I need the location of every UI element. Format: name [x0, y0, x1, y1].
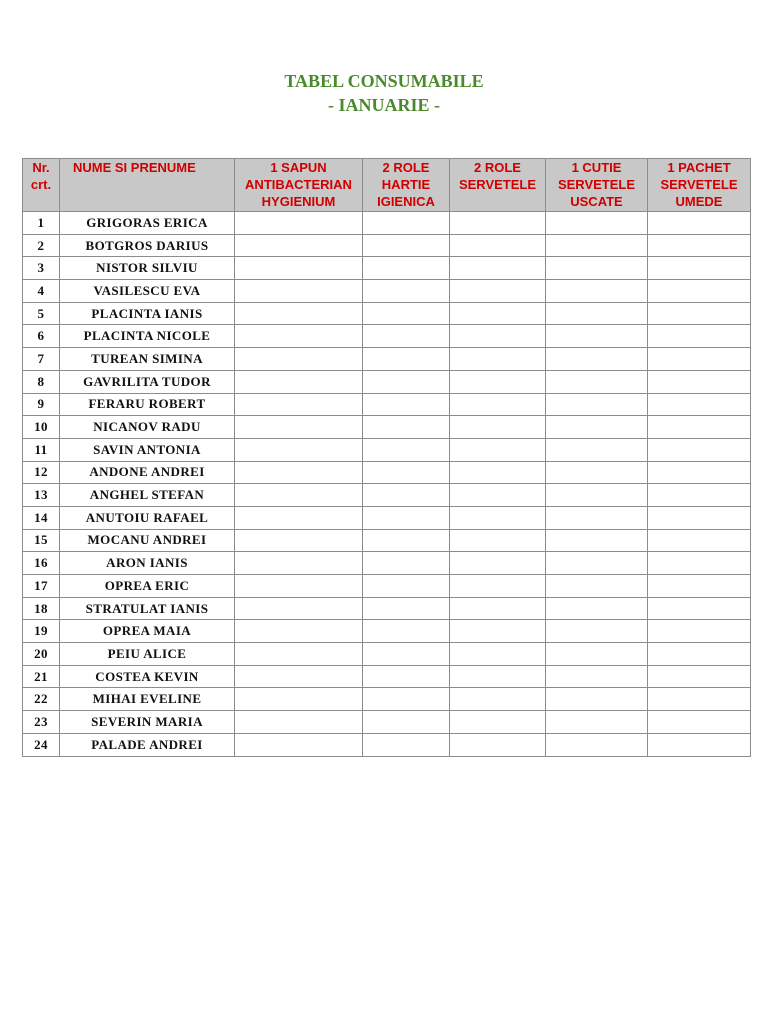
empty-cell[interactable] [363, 325, 450, 348]
row-name: OPREA MAIA [60, 620, 235, 643]
empty-cell[interactable] [235, 212, 363, 235]
table-row [23, 665, 751, 688]
table-row [23, 575, 751, 598]
empty-cell[interactable] [648, 597, 751, 620]
row-number: 1 [23, 212, 60, 235]
row-name: MIHAI EVELINE [60, 688, 235, 711]
empty-cell[interactable] [546, 575, 648, 598]
row-name: GRIGORAS ERICA [60, 212, 235, 235]
table-header-row [23, 159, 751, 212]
header-name: NUME SI PRENUME [60, 159, 235, 212]
empty-cell[interactable] [648, 461, 751, 484]
row-name: PALADE ANDREI [60, 733, 235, 756]
row-name: COSTEA KEVIN [60, 665, 235, 688]
page-title: TABEL CONSUMABILE [284, 71, 484, 91]
page-subtitle: - IANUARIE - [328, 95, 440, 115]
row-name: BOTGROS DARIUS [60, 234, 235, 257]
empty-cell[interactable] [235, 257, 363, 280]
empty-cell[interactable] [648, 506, 751, 529]
table-row [23, 597, 751, 620]
empty-cell[interactable] [450, 665, 546, 688]
row-number: 15 [23, 529, 60, 552]
empty-cell[interactable] [648, 529, 751, 552]
empty-cell[interactable] [648, 212, 751, 235]
empty-cell[interactable] [450, 393, 546, 416]
row-name: OPREA ERIC [60, 575, 235, 598]
table-row [23, 688, 751, 711]
table-row [23, 370, 751, 393]
empty-cell[interactable] [648, 552, 751, 575]
empty-cell[interactable] [363, 257, 450, 280]
row-name: ARON IANIS [60, 552, 235, 575]
empty-cell[interactable] [450, 212, 546, 235]
row-number: 17 [23, 575, 60, 598]
empty-cell[interactable] [648, 688, 751, 711]
row-name: ANUTOIU RAFAEL [60, 506, 235, 529]
empty-cell[interactable] [235, 620, 363, 643]
empty-cell[interactable] [450, 529, 546, 552]
row-name: SEVERIN MARIA [60, 711, 235, 734]
empty-cell[interactable] [363, 302, 450, 325]
empty-cell[interactable] [546, 733, 648, 756]
empty-cell[interactable] [648, 370, 751, 393]
empty-cell[interactable] [235, 461, 363, 484]
table-row [23, 506, 751, 529]
table-row [23, 461, 751, 484]
empty-cell[interactable] [235, 665, 363, 688]
empty-cell[interactable] [450, 348, 546, 371]
table-row [23, 733, 751, 756]
empty-cell[interactable] [235, 280, 363, 303]
row-number: 22 [23, 688, 60, 711]
row-name: PLACINTA NICOLE [60, 325, 235, 348]
row-name: NICANOV RADU [60, 416, 235, 439]
row-number: 20 [23, 643, 60, 666]
empty-cell[interactable] [546, 711, 648, 734]
row-name: TUREAN SIMINA [60, 348, 235, 371]
table-row [23, 484, 751, 507]
empty-cell[interactable] [235, 370, 363, 393]
empty-cell[interactable] [363, 575, 450, 598]
empty-cell[interactable] [648, 575, 751, 598]
empty-cell[interactable] [648, 280, 751, 303]
empty-cell[interactable] [450, 302, 546, 325]
empty-cell[interactable] [235, 529, 363, 552]
empty-cell[interactable] [546, 484, 648, 507]
empty-cell[interactable] [450, 280, 546, 303]
row-number: 16 [23, 552, 60, 575]
empty-cell[interactable] [363, 438, 450, 461]
empty-cell[interactable] [546, 257, 648, 280]
row-number: 7 [23, 348, 60, 371]
row-name: SAVIN ANTONIA [60, 438, 235, 461]
table-row [23, 711, 751, 734]
empty-cell[interactable] [363, 552, 450, 575]
header-servetele: 2 ROLE SERVETELE [450, 159, 546, 212]
empty-cell[interactable] [546, 597, 648, 620]
empty-cell[interactable] [235, 711, 363, 734]
empty-cell[interactable] [546, 552, 648, 575]
empty-cell[interactable] [450, 597, 546, 620]
empty-cell[interactable] [450, 506, 546, 529]
row-number: 5 [23, 302, 60, 325]
row-number: 18 [23, 597, 60, 620]
header-servetele-uscate: 1 CUTIE SERVETELE USCATE [546, 159, 648, 212]
empty-cell[interactable] [363, 370, 450, 393]
empty-cell[interactable] [546, 688, 648, 711]
row-name: MOCANU ANDREI [60, 529, 235, 552]
empty-cell[interactable] [235, 575, 363, 598]
header-hartie: 2 ROLE HARTIE IGIENICA [363, 159, 450, 212]
empty-cell[interactable] [363, 665, 450, 688]
empty-cell[interactable] [235, 302, 363, 325]
empty-cell[interactable] [546, 212, 648, 235]
empty-cell[interactable] [450, 552, 546, 575]
empty-cell[interactable] [648, 325, 751, 348]
row-name: GAVRILITA TUDOR [60, 370, 235, 393]
empty-cell[interactable] [450, 733, 546, 756]
empty-cell[interactable] [450, 643, 546, 666]
empty-cell[interactable] [363, 416, 450, 439]
empty-cell[interactable] [450, 575, 546, 598]
empty-cell[interactable] [648, 257, 751, 280]
empty-cell[interactable] [648, 302, 751, 325]
empty-cell[interactable] [363, 643, 450, 666]
empty-cell[interactable] [235, 325, 363, 348]
empty-cell[interactable] [648, 393, 751, 416]
empty-cell[interactable] [450, 620, 546, 643]
table-row [23, 529, 751, 552]
row-number: 11 [23, 438, 60, 461]
row-number: 19 [23, 620, 60, 643]
empty-cell[interactable] [363, 234, 450, 257]
empty-cell[interactable] [450, 461, 546, 484]
row-name: ANGHEL STEFAN [60, 484, 235, 507]
empty-cell[interactable] [450, 234, 546, 257]
empty-cell[interactable] [546, 506, 648, 529]
empty-cell[interactable] [450, 416, 546, 439]
empty-cell[interactable] [546, 302, 648, 325]
empty-cell[interactable] [648, 348, 751, 371]
empty-cell[interactable] [546, 529, 648, 552]
empty-cell[interactable] [363, 348, 450, 371]
row-name: VASILESCU EVA [60, 280, 235, 303]
row-number: 23 [23, 711, 60, 734]
empty-cell[interactable] [546, 393, 648, 416]
empty-cell[interactable] [648, 234, 751, 257]
empty-cell[interactable] [648, 438, 751, 461]
row-name: ANDONE ANDREI [60, 461, 235, 484]
empty-cell[interactable] [363, 733, 450, 756]
empty-cell[interactable] [450, 438, 546, 461]
row-number: 21 [23, 665, 60, 688]
row-number: 14 [23, 506, 60, 529]
empty-cell[interactable] [648, 711, 751, 734]
empty-cell[interactable] [450, 688, 546, 711]
empty-cell[interactable] [450, 257, 546, 280]
row-number: 6 [23, 325, 60, 348]
empty-cell[interactable] [235, 393, 363, 416]
row-number: 8 [23, 370, 60, 393]
empty-cell[interactable] [546, 438, 648, 461]
row-number: 4 [23, 280, 60, 303]
empty-cell[interactable] [363, 597, 450, 620]
empty-cell[interactable] [363, 506, 450, 529]
empty-cell[interactable] [363, 529, 450, 552]
table-row [23, 325, 751, 348]
empty-cell[interactable] [363, 711, 450, 734]
row-number: 3 [23, 257, 60, 280]
row-number: 10 [23, 416, 60, 439]
empty-cell[interactable] [363, 484, 450, 507]
empty-cell[interactable] [546, 643, 648, 666]
header-nr: Nr. crt. [23, 159, 60, 212]
empty-cell[interactable] [235, 597, 363, 620]
table-row [23, 416, 751, 439]
empty-cell[interactable] [648, 620, 751, 643]
row-name: PEIU ALICE [60, 643, 235, 666]
empty-cell[interactable] [546, 348, 648, 371]
empty-cell[interactable] [546, 620, 648, 643]
table-row [23, 643, 751, 666]
empty-cell[interactable] [235, 416, 363, 439]
empty-cell[interactable] [546, 370, 648, 393]
row-name: NISTOR SILVIU [60, 257, 235, 280]
empty-cell[interactable] [363, 620, 450, 643]
table-row [23, 552, 751, 575]
empty-cell[interactable] [363, 280, 450, 303]
table-row [23, 257, 751, 280]
empty-cell[interactable] [235, 234, 363, 257]
header-servetele-umede: 1 PACHET SERVETELE UMEDE [648, 159, 751, 212]
empty-cell[interactable] [235, 643, 363, 666]
table-row [23, 212, 751, 235]
consumables-table [22, 158, 751, 757]
empty-cell[interactable] [363, 688, 450, 711]
table-row [23, 438, 751, 461]
row-number: 12 [23, 461, 60, 484]
row-name: STRATULAT IANIS [60, 597, 235, 620]
empty-cell[interactable] [235, 733, 363, 756]
empty-cell[interactable] [363, 212, 450, 235]
empty-cell[interactable] [235, 348, 363, 371]
table-row [23, 234, 751, 257]
empty-cell[interactable] [546, 280, 648, 303]
empty-cell[interactable] [363, 393, 450, 416]
empty-cell[interactable] [648, 484, 751, 507]
empty-cell[interactable] [235, 552, 363, 575]
empty-cell[interactable] [235, 484, 363, 507]
empty-cell[interactable] [546, 665, 648, 688]
table-row [23, 393, 751, 416]
row-number: 2 [23, 234, 60, 257]
empty-cell[interactable] [546, 325, 648, 348]
empty-cell[interactable] [546, 416, 648, 439]
row-number: 24 [23, 733, 60, 756]
row-number: 9 [23, 393, 60, 416]
empty-cell[interactable] [546, 234, 648, 257]
empty-cell[interactable] [363, 461, 450, 484]
table-row [23, 620, 751, 643]
empty-cell[interactable] [235, 688, 363, 711]
empty-cell[interactable] [648, 643, 751, 666]
empty-cell[interactable] [450, 370, 546, 393]
empty-cell[interactable] [648, 416, 751, 439]
table-row [23, 302, 751, 325]
empty-cell[interactable] [450, 325, 546, 348]
row-name: FERARU ROBERT [60, 393, 235, 416]
empty-cell[interactable] [450, 484, 546, 507]
empty-cell[interactable] [450, 711, 546, 734]
empty-cell[interactable] [235, 438, 363, 461]
header-sapun: 1 SAPUN ANTIBACTERIAN HYGIENIUM [235, 159, 363, 212]
row-number: 13 [23, 484, 60, 507]
table-row [23, 280, 751, 303]
table-row [23, 348, 751, 371]
empty-cell[interactable] [648, 665, 751, 688]
empty-cell[interactable] [546, 461, 648, 484]
empty-cell[interactable] [235, 506, 363, 529]
empty-cell[interactable] [648, 733, 751, 756]
row-name: PLACINTA IANIS [60, 302, 235, 325]
